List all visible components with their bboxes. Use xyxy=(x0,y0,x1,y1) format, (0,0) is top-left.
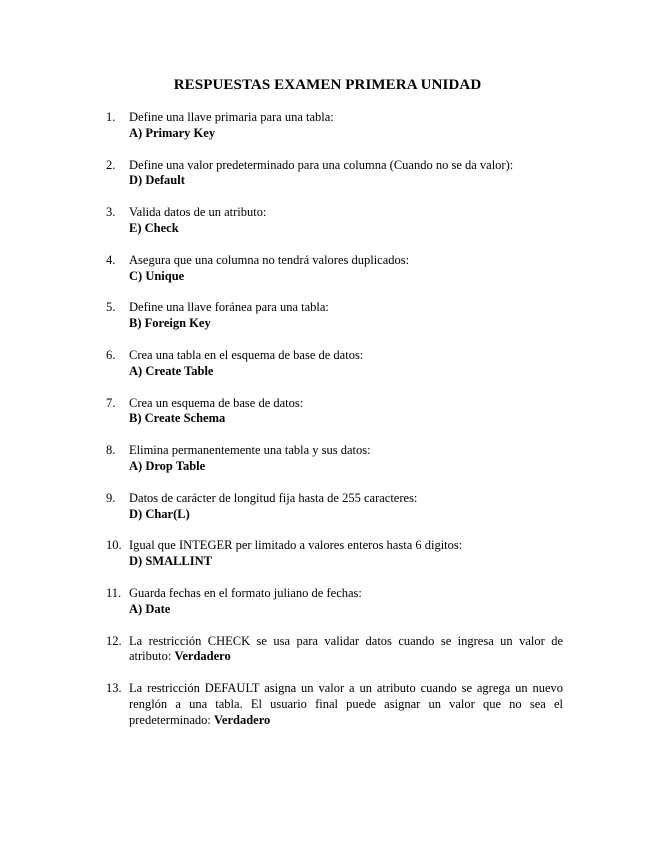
question-number: 4. xyxy=(106,252,116,267)
question-text: Define una llave foránea para una tabla: xyxy=(129,300,329,315)
question-text: Valida datos de un atributo: xyxy=(129,205,267,220)
answer-text: A) Date xyxy=(129,601,171,616)
question-item xyxy=(106,634,563,666)
question-text: La restricción CHECK se usa para validar datos cuando se ingresa un valor de atributo: xyxy=(129,633,563,664)
question-item xyxy=(106,158,563,190)
question-number: 9. xyxy=(106,490,116,505)
question-item xyxy=(106,491,563,523)
question-item xyxy=(106,538,563,570)
answer-text: A) Drop Table xyxy=(129,458,206,473)
question-number: 8. xyxy=(106,443,116,458)
question-item xyxy=(106,253,563,285)
page-title: RESPUESTAS EXAMEN PRIMERA UNIDAD xyxy=(173,77,482,93)
question-text: Asegura que una columna no tendrá valores duplicados: xyxy=(129,252,410,267)
answer-text: C) Unique xyxy=(129,268,185,283)
question-text: Elimina permanentemente una tabla y sus datos: xyxy=(129,443,371,458)
answer-text: D) Char(L) xyxy=(129,506,190,521)
answer-text: E) Check xyxy=(129,220,179,235)
question-item xyxy=(106,681,563,728)
question-number: 10. xyxy=(106,538,122,553)
question-list xyxy=(106,110,563,745)
question-number: 6. xyxy=(106,347,116,362)
question-item xyxy=(106,300,563,332)
answer-text: A) Create Table xyxy=(129,363,214,378)
answer-text: A) Primary Key xyxy=(129,125,216,140)
question-number: 3. xyxy=(106,205,116,220)
question-item xyxy=(106,110,563,142)
question-number: 12. xyxy=(106,633,122,648)
question-text: Define una llave primaria para una tabla: xyxy=(129,110,334,124)
answer-text: Verdadero xyxy=(174,649,231,664)
question-text: Crea una tabla en el esquema de base de datos: xyxy=(129,347,364,362)
answer-text: D) SMALLINT xyxy=(129,554,212,569)
question-text: Guarda fechas en el formato juliano de fechas: xyxy=(129,585,362,600)
question-number: 1. xyxy=(106,110,116,124)
question-text: Igual que INTEGER per limitado a valores enteros hasta 6 digitos: xyxy=(129,538,463,553)
question-text: Datos de carácter de longitud fija hasta de 255 caracteres: xyxy=(129,490,418,505)
question-number: 2. xyxy=(106,157,116,172)
question-item xyxy=(106,396,563,428)
question-number: 7. xyxy=(106,395,116,410)
question-number: 13. xyxy=(106,681,122,696)
question-text: La restricción DEFAULT asigna un valor a un atributo cuando se agrega un nuevo renglón a una tabla. El usuario final puede asignar un valor que no sea el predeterminado: xyxy=(129,681,563,727)
question-text: Crea un esquema de base de datos: xyxy=(129,395,304,410)
answer-text: B) Create Schema xyxy=(129,411,226,426)
question-number: 5. xyxy=(106,300,116,315)
question-text: Define una valor predeterminado para una columna (Cuando no se da valor): xyxy=(129,157,514,172)
question-item xyxy=(106,443,563,475)
question-number: 11. xyxy=(106,585,122,600)
question-item xyxy=(106,348,563,380)
question-item xyxy=(106,205,563,237)
answer-text: D) Default xyxy=(129,173,185,188)
question-item xyxy=(106,586,563,618)
answer-text: B) Foreign Key xyxy=(129,316,211,331)
answer-text: Verdadero xyxy=(214,712,271,727)
